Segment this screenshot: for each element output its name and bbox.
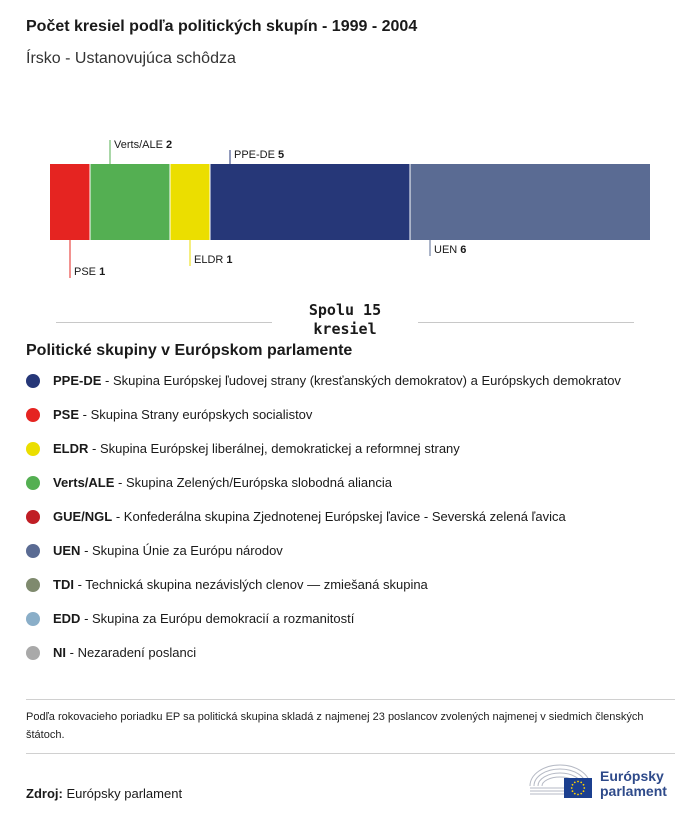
legend-text: TDI - Technická skupina nezávislých clenov — zmiešaná skupina xyxy=(53,577,428,592)
legend-item xyxy=(26,534,686,568)
legend-desc: Skupina Únie za Európu národov xyxy=(92,543,283,558)
footnote: Podľa rokovacieho poriadku EP sa politická skupina skladá z najmenej 23 poslancov zvolených najmenej v siedmich členských štátoch. xyxy=(26,699,675,754)
legend-item xyxy=(26,568,686,602)
legend-item xyxy=(26,636,686,670)
legend-dot xyxy=(26,578,40,592)
legend-desc: Skupina Strany európskych socialistov xyxy=(90,407,313,422)
legend-dot xyxy=(26,646,40,660)
legend-desc: Technická skupina nezávislých clenov — zmiešaná skupina xyxy=(85,577,428,592)
legend-desc: Skupina Európskej liberálnej, demokratickej a reformnej strany xyxy=(99,441,460,456)
legend-text: PSE - Skupina Strany európskych socialistov xyxy=(53,407,313,422)
legend-desc: Skupina za Európu demokracií a rozmanitostí xyxy=(92,611,355,626)
legend-text: ELDR - Skupina Európskej liberálnej, demokratickej a reformnej strany xyxy=(53,441,460,456)
legend-item xyxy=(26,500,686,534)
bar-segment-uen xyxy=(410,164,650,240)
total-seats-line1: Spolu 15 xyxy=(308,301,382,319)
legend-desc: Nezaradení poslanci xyxy=(77,645,197,660)
legend-abbr: ELDR xyxy=(53,441,89,456)
legend-item xyxy=(26,432,686,466)
segment-label: ELDR 1 xyxy=(194,254,233,266)
bar-segment-pse xyxy=(50,164,90,240)
segment-label: PSE 1 xyxy=(74,266,106,278)
legend-dot xyxy=(26,544,40,558)
ep-logo xyxy=(528,760,678,804)
legend-abbr: TDI xyxy=(53,577,74,592)
chart-title: Počet kresiel podľa politických skupín - 1999 - 2004 xyxy=(26,18,418,35)
legend-dot xyxy=(26,442,40,456)
bar-segment-ppe-de xyxy=(210,164,410,240)
seat-bar-chart xyxy=(0,120,700,285)
legend-desc: Skupina Zelených/Európska slobodná aliancia xyxy=(125,475,392,490)
source-value: Európsky parlament xyxy=(66,786,183,801)
legend-abbr: EDD xyxy=(53,611,81,626)
legend-abbr: PSE xyxy=(53,407,80,422)
legend-desc: Skupina Európskej ľudovej strany (kresťanských demokratov) a Európskych demokratov xyxy=(112,373,621,388)
legend-text: GUE/NGL - Konfederálna skupina Zjednotenej Európskej ľavice - Severská zelená ľavica xyxy=(53,509,566,524)
legend-text: NI - Nezaradení poslanci xyxy=(53,645,197,660)
legend-abbr: PPE-DE xyxy=(53,373,102,388)
legend-text: UEN - Skupina Únie za Európu národov xyxy=(53,543,283,558)
hemicycle-flag-icon xyxy=(528,760,596,804)
legend-dot xyxy=(26,476,40,490)
source-label: Zdroj: xyxy=(26,786,63,801)
legend-desc: Konfederálna skupina Zjednotenej Európskej ľavice - Severská zelená ľavica xyxy=(123,509,566,524)
legend-dot xyxy=(26,510,40,524)
logo-line2: parlament xyxy=(600,783,667,799)
legend-item xyxy=(26,466,686,500)
legend xyxy=(26,364,686,670)
legend-text: EDD - Skupina za Európu demokracií a rozmanitostí xyxy=(53,611,355,626)
legend-dot xyxy=(26,612,40,626)
legend-abbr: Verts/ALE xyxy=(53,475,115,490)
legend-title: Politické skupiny v Európskom parlamente xyxy=(26,342,353,359)
legend-text: PPE-DE - Skupina Európskej ľudovej strany (kresťanských demokratov) a Európskych demokratov xyxy=(53,373,621,388)
legend-abbr: GUE/NGL xyxy=(53,509,113,524)
total-seats xyxy=(56,300,634,340)
legend-abbr: UEN xyxy=(53,543,81,558)
legend-abbr: NI xyxy=(53,645,66,660)
legend-item xyxy=(26,364,686,398)
legend-text: Verts/ALE - Skupina Zelených/Európska slobodná aliancia xyxy=(53,475,392,490)
logo-line1: Európsky xyxy=(600,768,664,784)
logo-text xyxy=(600,769,667,799)
source xyxy=(26,786,182,801)
total-seats-line2: kresiel xyxy=(313,320,377,338)
legend-item xyxy=(26,398,686,432)
bar-segment-eldr xyxy=(170,164,210,240)
legend-item xyxy=(26,602,686,636)
segment-label: UEN 6 xyxy=(434,244,467,256)
segment-label: PPE-DE 5 xyxy=(234,149,285,161)
total-seats-label xyxy=(56,301,634,339)
legend-dot xyxy=(26,408,40,422)
legend-dot xyxy=(26,374,40,388)
bar-segment-verts-ale xyxy=(90,164,170,240)
chart-subtitle: Írsko - Ustanovujúca schôdza xyxy=(26,50,236,67)
segment-label: Verts/ALE 2 xyxy=(114,139,173,151)
